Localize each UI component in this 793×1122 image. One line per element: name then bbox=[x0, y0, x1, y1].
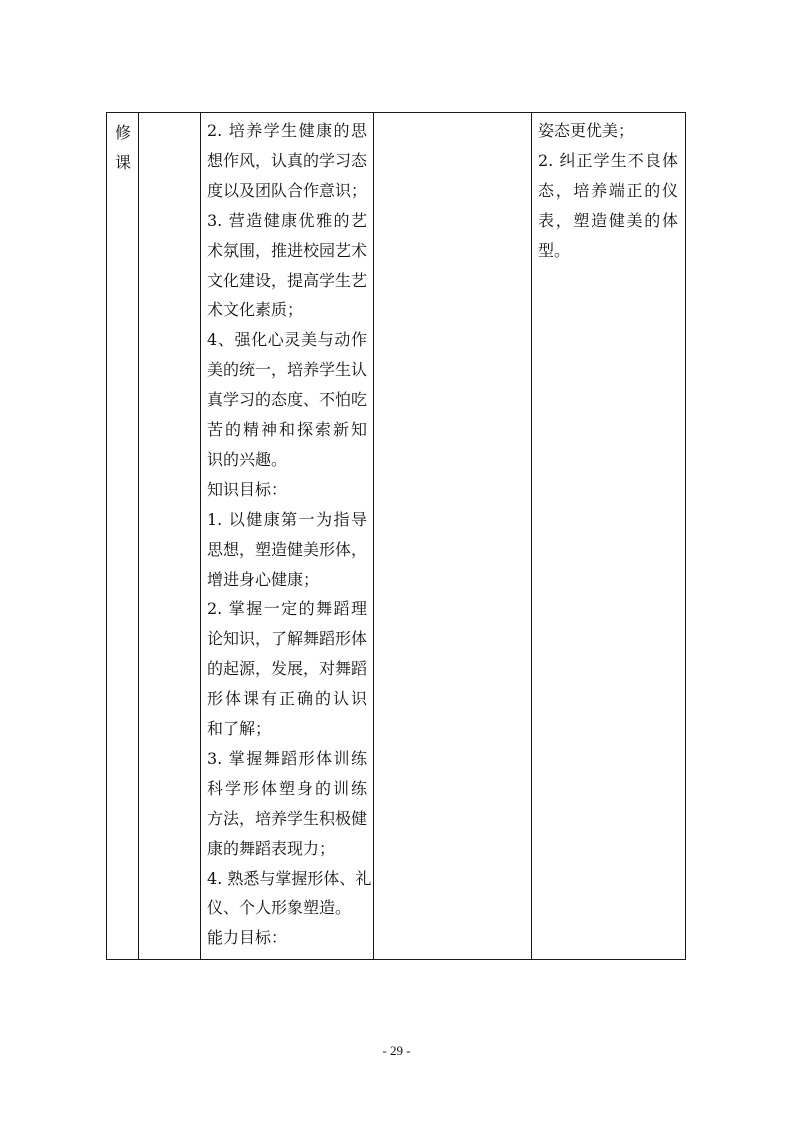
course-type-cell bbox=[107, 113, 139, 959]
text-line: 态，培养端正的仪 bbox=[538, 181, 678, 200]
text-line: 真学习的态度、不怕吃 bbox=[207, 390, 368, 410]
text-line: 3. 营造健康优雅的艺 bbox=[207, 210, 367, 230]
text-line: 思想，塑造健美形体， bbox=[207, 539, 368, 559]
text-line: 4、强化心灵美与动作 bbox=[207, 330, 367, 350]
text-line: 知识目标： bbox=[207, 479, 288, 499]
text-line: 度以及团队合作意识； bbox=[207, 180, 368, 200]
course-type-char: 课 bbox=[115, 153, 132, 172]
text-line: 术文化素质； bbox=[207, 300, 304, 320]
text-line: 2. 掌握一定的舞蹈理 bbox=[207, 599, 367, 619]
text-line: 能力目标： bbox=[207, 928, 288, 948]
text-line: 表，塑造健美的体 bbox=[538, 211, 678, 230]
text-line: 姿态更优美； bbox=[538, 121, 635, 140]
text-line: 识的兴趣。 bbox=[207, 449, 288, 469]
text-line: 术氛围，推进校园艺术 bbox=[207, 240, 368, 260]
text-line: 形体课有正确的认识 bbox=[207, 689, 367, 709]
text-line: 方法，培养学生积极健 bbox=[207, 808, 368, 828]
text-line: 2. 培养学生健康的思 bbox=[207, 121, 367, 140]
column-divider-4 bbox=[531, 113, 532, 959]
text-line: 仪、个人形象塑造。 bbox=[207, 898, 352, 918]
text-line: 科学形体塑身的训练 bbox=[207, 778, 367, 798]
text-line: 增进身心健康； bbox=[207, 569, 320, 589]
text-line: 2. 纠正学生不良体 bbox=[538, 151, 678, 170]
text-line: 美的统一，培养学生认 bbox=[207, 360, 368, 380]
text-line: 康的舞蹈表现力； bbox=[207, 838, 336, 858]
requirements-cell bbox=[533, 113, 685, 959]
text-line: 型。 bbox=[538, 241, 571, 260]
text-line: 1. 以健康第一为指导 bbox=[207, 509, 367, 529]
text-line: 文化建设，提高学生艺 bbox=[207, 270, 368, 290]
text-line: 3. 掌握舞蹈形体训练 bbox=[207, 748, 367, 768]
empty-cell-2 bbox=[140, 113, 199, 959]
content-table bbox=[106, 112, 686, 960]
column-divider-2 bbox=[200, 113, 201, 959]
objectives-cell bbox=[202, 113, 374, 959]
course-type-char: 修 bbox=[115, 123, 132, 142]
text-line: 的起源，发展，对舞蹈 bbox=[207, 659, 368, 679]
text-line: 论知识，了解舞蹈形体 bbox=[207, 629, 368, 649]
empty-cell-4 bbox=[375, 113, 530, 959]
text-line: 苦的精神和探索新知 bbox=[207, 420, 367, 439]
page-number: - 29 - bbox=[382, 1043, 411, 1058]
text-line: 和了解； bbox=[207, 719, 272, 738]
text-line: 想作风，认真的学习态 bbox=[207, 150, 368, 170]
text-line: 4. 熟悉与掌握形体、礼 bbox=[207, 868, 372, 888]
